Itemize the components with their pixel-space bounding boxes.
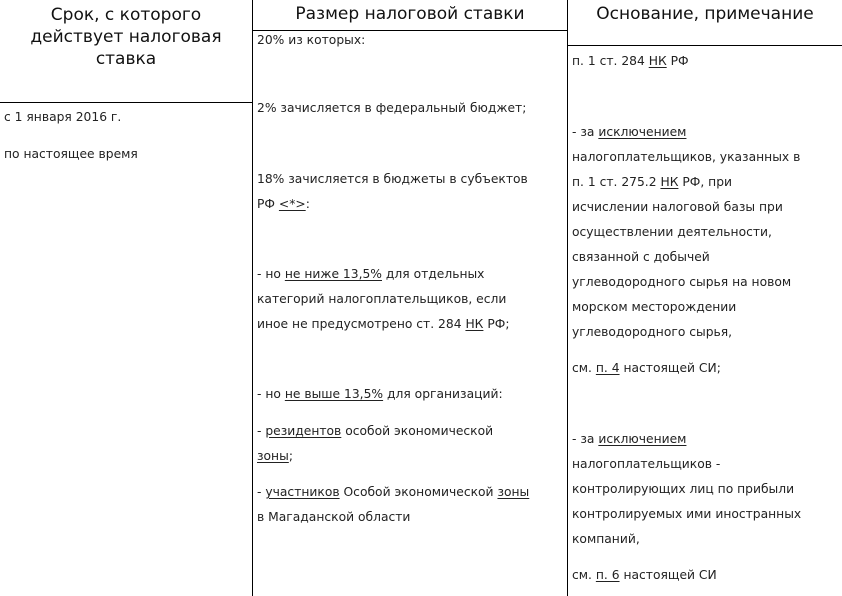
text: РФ; (483, 317, 510, 331)
column-divider-1 (252, 0, 253, 596)
text: ; (288, 449, 293, 463)
text: особой экономической (341, 424, 494, 438)
rate-regional-cont (257, 192, 310, 217)
text: настоящей СИ; (619, 361, 721, 375)
text: настоящей СИ (619, 568, 717, 582)
exception-1-line1 (572, 120, 686, 145)
residents-line2 (257, 444, 293, 469)
not-below-link[interactable]: не ниже 13,5% (284, 267, 382, 281)
text: - за (572, 432, 599, 446)
exception-2-line1 (572, 427, 686, 452)
rate-regional: 18% зачисляется в бюджеты в субъектов (257, 172, 528, 186)
rate-federal: 2% зачисляется в федеральный бюджет; (257, 101, 527, 115)
rate-min-line3 (257, 312, 509, 337)
text: РФ (666, 54, 689, 68)
header-divider-col1 (0, 102, 252, 103)
point-4-link[interactable]: п. 4 (595, 361, 620, 375)
participants-link[interactable]: участников (265, 485, 340, 499)
not-above-link[interactable]: не выше 13,5% (284, 387, 384, 401)
footnote-link[interactable]: <*> (278, 197, 306, 211)
exception-1-line6: связанной с добычей (572, 250, 710, 264)
zone-link[interactable]: зоны (257, 449, 289, 463)
text: : (305, 197, 310, 211)
header-col1-line2: действует налоговая (30, 27, 222, 47)
see-point-6 (572, 563, 717, 588)
date-from: с 1 января 2016 г. (4, 110, 122, 124)
header-col1 (0, 4, 252, 70)
see-point-4 (572, 356, 721, 381)
exception-1-line4: исчислении налоговой базы при (572, 200, 783, 214)
text: - но (257, 267, 285, 281)
residents-line (257, 419, 493, 444)
header-col1-line1: Срок, с которого (50, 5, 202, 25)
header-col3: Основание, примечание (596, 4, 814, 24)
text: для отдельных (382, 267, 485, 281)
text: РФ, при (678, 175, 733, 189)
text: иное не предусмотрено ст. 284 (257, 317, 466, 331)
exception-1-line2: налогоплательщиков, указанных в (572, 150, 801, 164)
exception-2-line3: контролирующих лиц по прибыли (572, 482, 795, 496)
exception-1-line7: углеводородного сырья на новом (572, 275, 792, 289)
date-to: по настоящее время (4, 147, 138, 161)
nk-link[interactable]: НК (660, 175, 679, 189)
rate-min-line (257, 262, 484, 287)
exception-1-line8: морском месторождении (572, 300, 737, 314)
text: для организаций: (383, 387, 503, 401)
text: п. 1 ст. 284 (572, 54, 649, 68)
text: см. (572, 568, 596, 582)
basis-line1 (572, 49, 689, 74)
exception-link-2[interactable]: исключением (598, 432, 687, 446)
nk-link[interactable]: НК (465, 317, 484, 331)
text: Особой экономической (339, 485, 498, 499)
header-col1-line3: ставка (95, 49, 157, 69)
rate-total: 20% из которых: (257, 33, 366, 47)
rate-max-line (257, 382, 503, 407)
text: - за (572, 125, 599, 139)
text: - (257, 485, 266, 499)
exception-1-line9: углеводородного сырья, (572, 325, 733, 339)
exception-2-line2: налогоплательщиков - (572, 457, 721, 471)
nk-link[interactable]: НК (648, 54, 667, 68)
exception-1-line5: осуществлении деятельности, (572, 225, 772, 239)
text: - но (257, 387, 285, 401)
text: РФ (257, 197, 279, 211)
text: см. (572, 361, 596, 375)
rate-min-line2: категорий налогоплательщиков, если (257, 292, 507, 306)
text: п. 1 ст. 275.2 (572, 175, 661, 189)
participants-line2: в Магаданской области (257, 510, 411, 524)
exception-link[interactable]: исключением (598, 125, 687, 139)
participants-line (257, 480, 529, 505)
point-6-link[interactable]: п. 6 (595, 568, 620, 582)
exception-2-line5: компаний, (572, 532, 640, 546)
header-divider-col3 (567, 45, 842, 46)
text: - (257, 424, 266, 438)
residents-link[interactable]: резидентов (265, 424, 342, 438)
exception-2-line4: контролируемых ими иностранных (572, 507, 802, 521)
exception-1-line3 (572, 170, 732, 195)
zone-link-2[interactable]: зоны (497, 485, 530, 499)
header-col2: Размер налоговой ставки (295, 4, 525, 24)
column-divider-2 (567, 0, 568, 596)
